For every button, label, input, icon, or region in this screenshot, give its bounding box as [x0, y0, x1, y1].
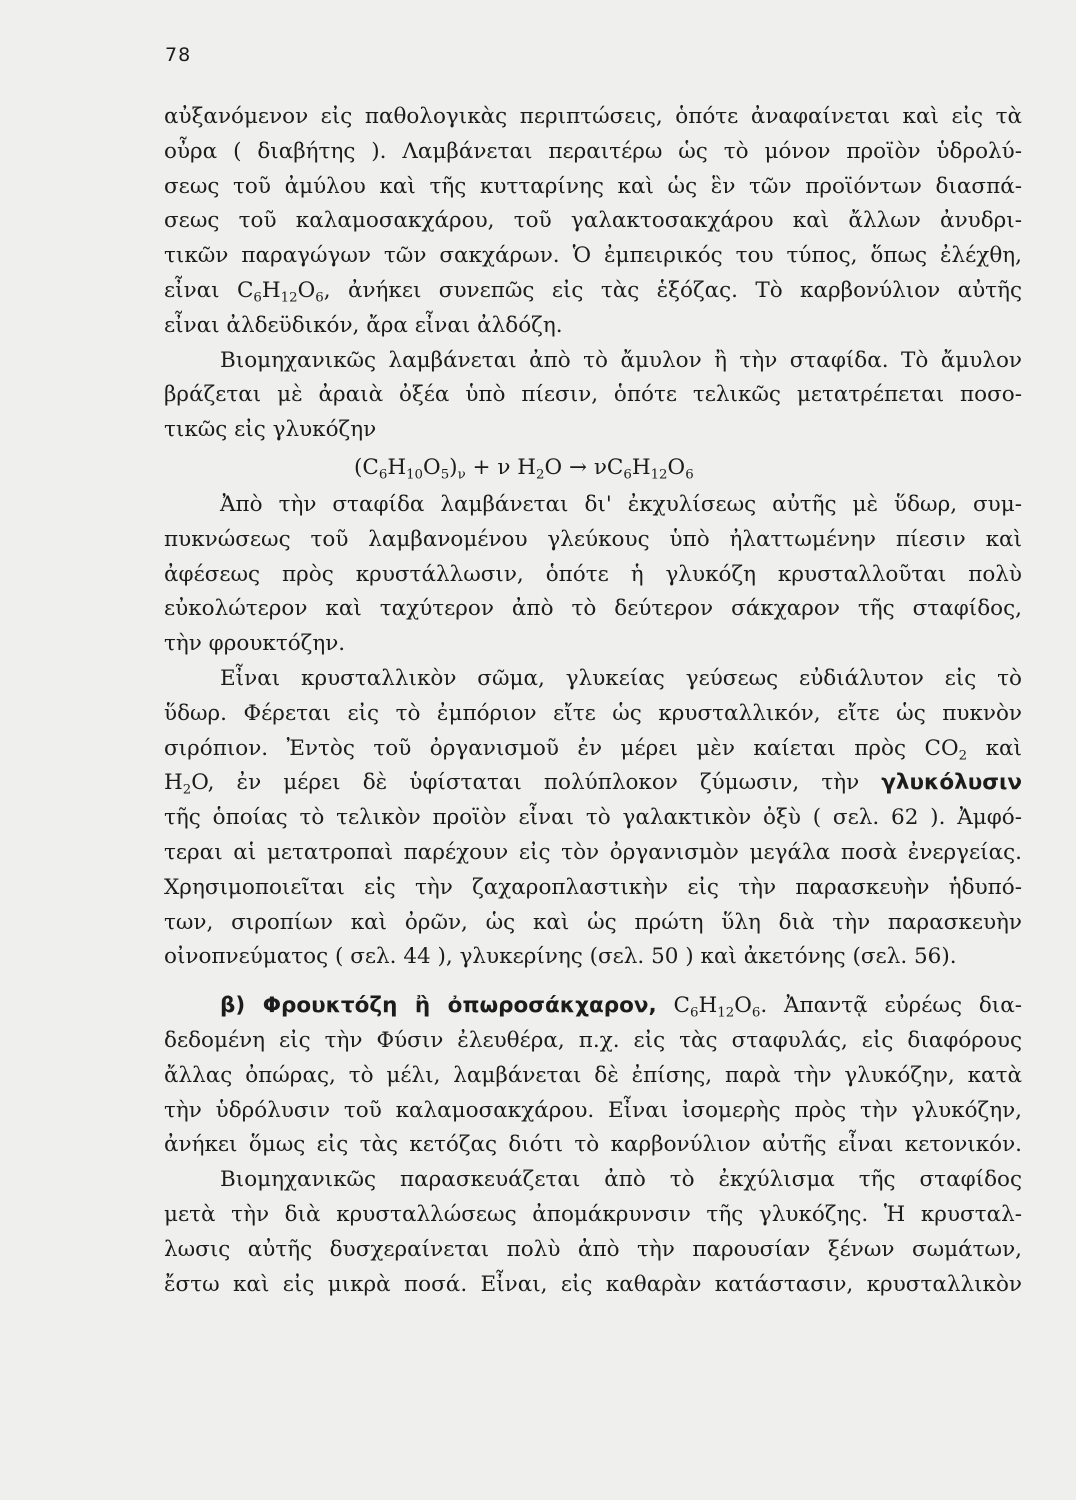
paragraph — [164, 1163, 1022, 1302]
text-line: ἀφέσεως πρὸς κρυστάλλωσιν, ὁπότε ἡ γλυκόζη κρυσταλλοῦται πολὺ — [164, 561, 1022, 587]
text-line: ἄλλας ὀπώρας, τὸ μέλι, λαμβάνεται δὲ ἐπίσης, παρὰ τὴν γλυκόζην, κατὰ — [164, 1062, 1022, 1088]
paragraph — [164, 344, 1022, 448]
text-line: Χρησιμοποιεῖται εἰς τὴν ζαχαροπλαστικὴν εἰς τὴν παρασκευὴν ἡδυπό- — [164, 874, 1022, 900]
text-line: τὴν φρουκτόζην. — [164, 631, 346, 657]
text-line: λωσις αὐτῆς δυσχεραίνεται πολὺ ἀπὸ τὴν παρουσίαν ξένων σωμάτων, — [164, 1236, 1022, 1262]
text-line: τεραι αἱ μετατροπαὶ παρέχουν εἰς τὸν ὀργανισμὸν μεγάλα ποσὰ ἐνεργείας. — [164, 839, 1022, 865]
paragraph — [164, 662, 1022, 975]
text-line: σιρόπιον. Ἐντὸς τοῦ ὀργανισμοῦ ἐν μέρει μὲν καίεται πρὸς $CO_2$ καὶ — [164, 735, 1022, 764]
hydrolysis-equation: $(C_6H_{10}O_5)_\nu + \nu$ $H_2O \to \nu C_6H_{12}O_6$ — [354, 454, 694, 483]
fructose-formula: $C_6H_{12}O_6$ — [673, 993, 761, 1021]
text-line: Βιομηχανικῶς λαμβάνεται ἀπὸ τὸ ἄμυλον ἢ τὴν σταφίδα. Τὸ ἄμυλον — [220, 347, 1022, 373]
text-line: εἶναι $C_6H_{12}O_6$, ἀνήκει συνεπῶς εἰς τὰς ἑξόζας. Τὸ καρβονύλιον αὐτῆς — [164, 277, 1023, 306]
text-line: πυκνώσεως τοῦ λαμβανομένου γλεύκους ὑπὸ ἠλαττωμένην πίεσιν καὶ — [164, 526, 1022, 552]
text-line: ἀνήκει ὅμως εἰς τὰς κετόζας διότι τὸ καρβονύλιον αὐτῆς εἶναι κετονικόν. — [164, 1132, 1022, 1158]
page-number: 78 — [165, 44, 192, 66]
paragraph — [164, 488, 1022, 662]
text-line: τὴν ὑδρόλυσιν τοῦ καλαμοσακχάρου. Εἶναι ἰσομερὴς πρὸς τὴν γλυκόζην, — [164, 1097, 1022, 1123]
page-body — [164, 100, 1022, 1302]
text-line: ὕδωρ. Φέρεται εἰς τὸ ἐμπόριον εἴτε ὡς κρυσταλλικόν, εἴτε ὡς πυκνὸν — [164, 700, 1022, 726]
glycolysis-term: γλυκόλυσιν — [881, 770, 1022, 796]
text-line: $H_2O$, ἐν μέρει δὲ ὑφίσταται πολύπλοκον ζύμωσιν, τὴν γλυκόλυσιν — [164, 770, 1022, 798]
text-line: οὖρα ( διαβήτης ). Λαμβάνεται περαιτέρω ὡς τὸ μόνον προϊὸν ὑδρολύ- — [164, 138, 1022, 164]
text-line: αὐξανόμενον εἰς παθολογικὰς περιπτώσεις, ὁπότε ἀναφαίνεται καὶ εἰς τὰ — [164, 104, 1022, 129]
text-line: εὐκολώτερον καὶ ταχύτερον ἀπὸ τὸ δεύτερον σάκχαρον τῆς σταφίδος, — [164, 596, 1022, 622]
text-line: τικῶς εἰς γλυκόζην — [164, 417, 377, 443]
fructose-heading: β) Φρουκτόζη ἢ ὀπωροσάκχαρον, — [220, 993, 657, 1019]
text-line: οἰνοπνεύματος ( σελ. 44 ), γλυκερίνης (σελ. 50 ) καὶ ἀκετόνης (σελ. 56). — [164, 944, 957, 970]
text-line: β) Φρουκτόζη ἢ ὀπωροσάκχαρον, $C_6H_{12}O_6$. Ἀπαντᾷ εὐρέως δια- — [220, 993, 1022, 1021]
text-line: δεδομένη εἰς τὴν Φύσιν ἐλευθέρα, π.χ. εἰς τὰς σταφυλάς, εἰς διαφόρους — [164, 1027, 1022, 1053]
text-line: τῆς ὁποίας τὸ τελικὸν προϊὸν εἶναι τὸ γαλακτικὸν ὀξὺ ( σελ. 62 ). Ἀμφό- — [164, 805, 1022, 831]
text-line: μετὰ τὴν διὰ κρυσταλλώσεως ἀπομάκρυνσιν τῆς γλυκόζης. Ἡ κρυσταλ- — [164, 1201, 1022, 1227]
paragraph — [164, 100, 1022, 344]
text-line: σεως τοῦ καλαμοσακχάρου, τοῦ γαλακτοσακχάρου καὶ ἄλλων ἀνυδρι- — [164, 208, 1022, 234]
text-line: Εἶναι κρυσταλλικὸν σῶμα, γλυκείας γεύσεως εὐδιάλυτον εἰς τὸ — [220, 665, 1022, 691]
glucose-formula: $C_6H_{12}O_6$ — [236, 277, 324, 306]
text-line: Βιομηχανικῶς παρασκευάζεται ἀπὸ τὸ ἐκχύλισμα τῆς σταφίδος — [220, 1167, 1022, 1193]
text-line: βράζεται μὲ ἀραιὰ ὀξέα ὑπὸ πίεσιν, ὁπότε τελικῶς μετατρέπεται ποσο- — [164, 382, 1022, 408]
text-line: των, σιροπίων καὶ ὀρῶν, ὡς καὶ ὡς πρώτη ὕλη διὰ τὴν παρασκευὴν — [164, 909, 1022, 935]
text-line: ἔστω καὶ εἰς μικρὰ ποσά. Εἶναι, εἰς καθαρὰν κατάστασιν, κρυσταλλικὸν — [164, 1271, 1022, 1297]
paragraph — [164, 989, 1022, 1163]
text-line: σεως τοῦ ἀμύλου καὶ τῆς κυτταρίνης καὶ ὡς ἓν τῶν προϊόντων διασπά- — [164, 173, 1022, 199]
text-line: Ἀπὸ τὴν σταφίδα λαμβάνεται δι' ἐκχυλίσεως αὐτῆς μὲ ὕδωρ, συμ- — [220, 491, 1022, 517]
text-line: τικῶν παραγώγων τῶν σακχάρων. Ὁ ἐμπειρικός του τύπος, ὅπως ἐλέχθη, — [164, 243, 1022, 269]
reaction-arrow-icon: → — [568, 454, 587, 480]
text-line: εἶναι ἀλδεϋδικόν, ἄρα εἶναι ἀλδόζη. — [164, 312, 563, 338]
